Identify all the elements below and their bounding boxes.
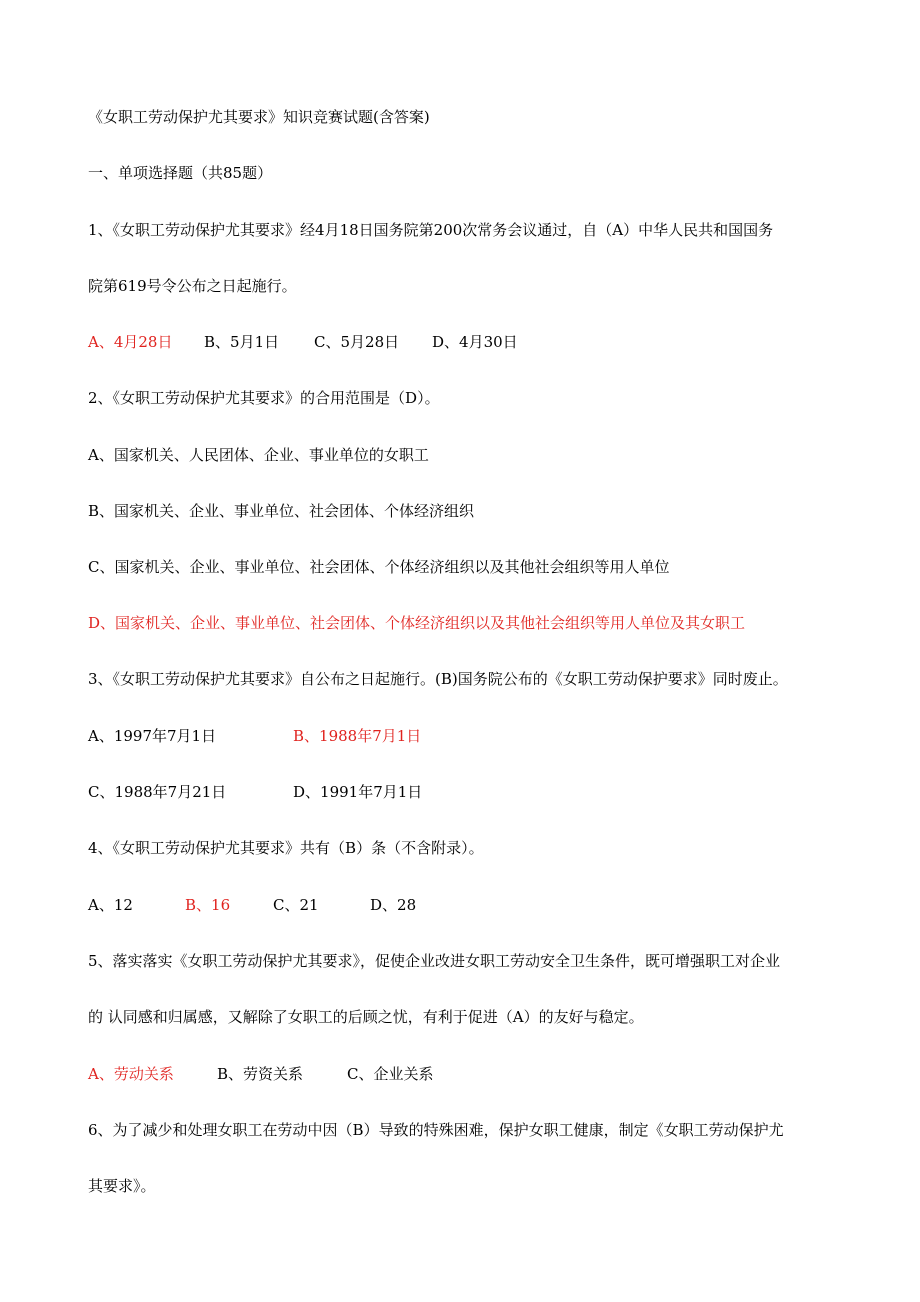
- question-4-option-a: A、12: [88, 896, 133, 914]
- question-5-option-a-answer: A、劳动关系: [88, 1065, 174, 1083]
- question-5-option-c: C、企业关系: [347, 1065, 434, 1083]
- question-3-options-row-1: [88, 726, 421, 746]
- question-3-option-c: C、1988年7月21日: [88, 783, 227, 801]
- question-5-text-line-1: 5、落实落实《女职工劳动保护尤其要求》，促使企业改进女职工劳动安全卫生条件，既可增强职工对企业: [88, 952, 781, 970]
- question-2-text: 2、《女职工劳动保护尤其要求》的合用范围是（D）。: [88, 389, 440, 407]
- question-6-text-line-1: 6、为了减少和处理女职工在劳动中因（B）导致的特殊困难，保护女职工健康，制定《女职工劳动保护尤: [88, 1121, 784, 1139]
- section-heading: 一、单项选择题（共85题）: [88, 164, 273, 182]
- question-3-options-row-2: [88, 782, 422, 802]
- question-4-option-b-answer: B、16: [185, 896, 231, 914]
- question-4-text: 4、《女职工劳动保护尤其要求》共有（B）条（不含附录）。: [88, 839, 484, 857]
- question-4-option-c: C、21: [273, 896, 319, 914]
- question-3-option-a: A、1997年7月1日: [88, 727, 217, 745]
- question-5-options: [88, 1064, 433, 1084]
- question-4-option-d: D、28: [370, 896, 417, 914]
- question-1-option-d: D、4月30日: [432, 333, 518, 351]
- question-4-options: [88, 895, 416, 915]
- question-5-text-line-2: 的 认同感和归属感，又解除了女职工的后顾之忧，有利于促进（A）的友好与稳定。: [88, 1008, 644, 1026]
- question-2-option-a: A、国家机关、人民团体、企业、事业单位的女职工: [88, 446, 429, 464]
- question-3-option-d: D、1991年7月1日: [293, 783, 423, 801]
- question-1-text-line-2: 院第619号令公布之日起施行。: [88, 277, 297, 295]
- question-2-option-c: C、国家机关、企业、事业单位、社会团体、个体经济组织以及其他社会组织等用人单位: [88, 558, 670, 576]
- question-3-text: 3、《女职工劳动保护尤其要求》自公布之日起施行。(B)国务院公布的《女职工劳动保护要求》同时废止。: [88, 670, 788, 688]
- question-2-option-d-answer: D、国家机关、企业、事业单位、社会团体、个体经济组织以及其他社会组织等用人单位及其女职工: [88, 614, 746, 632]
- question-3-option-b-answer: B、1988年7月1日: [293, 727, 422, 745]
- question-1-text-line-1: 1、《女职工劳动保护尤其要求》经4月18日国务院第200次常务会议通过，自（A）中华人民共和国国务: [88, 221, 774, 239]
- question-2-option-b: B、国家机关、企业、事业单位、社会团体、个体经济组织: [88, 502, 475, 520]
- question-5-option-b: B、劳资关系: [217, 1065, 304, 1083]
- question-1-option-c: C、5月28日: [314, 333, 400, 351]
- question-6-text-line-2: 其要求》。: [88, 1177, 156, 1195]
- question-1-option-a-answer: A、4月28日: [88, 333, 173, 351]
- question-1-options: [88, 332, 518, 352]
- document-title: 《女职工劳动保护尤其要求》知识竞赛试题(含答案): [88, 108, 430, 126]
- question-1-option-b: B、5月1日: [204, 333, 280, 351]
